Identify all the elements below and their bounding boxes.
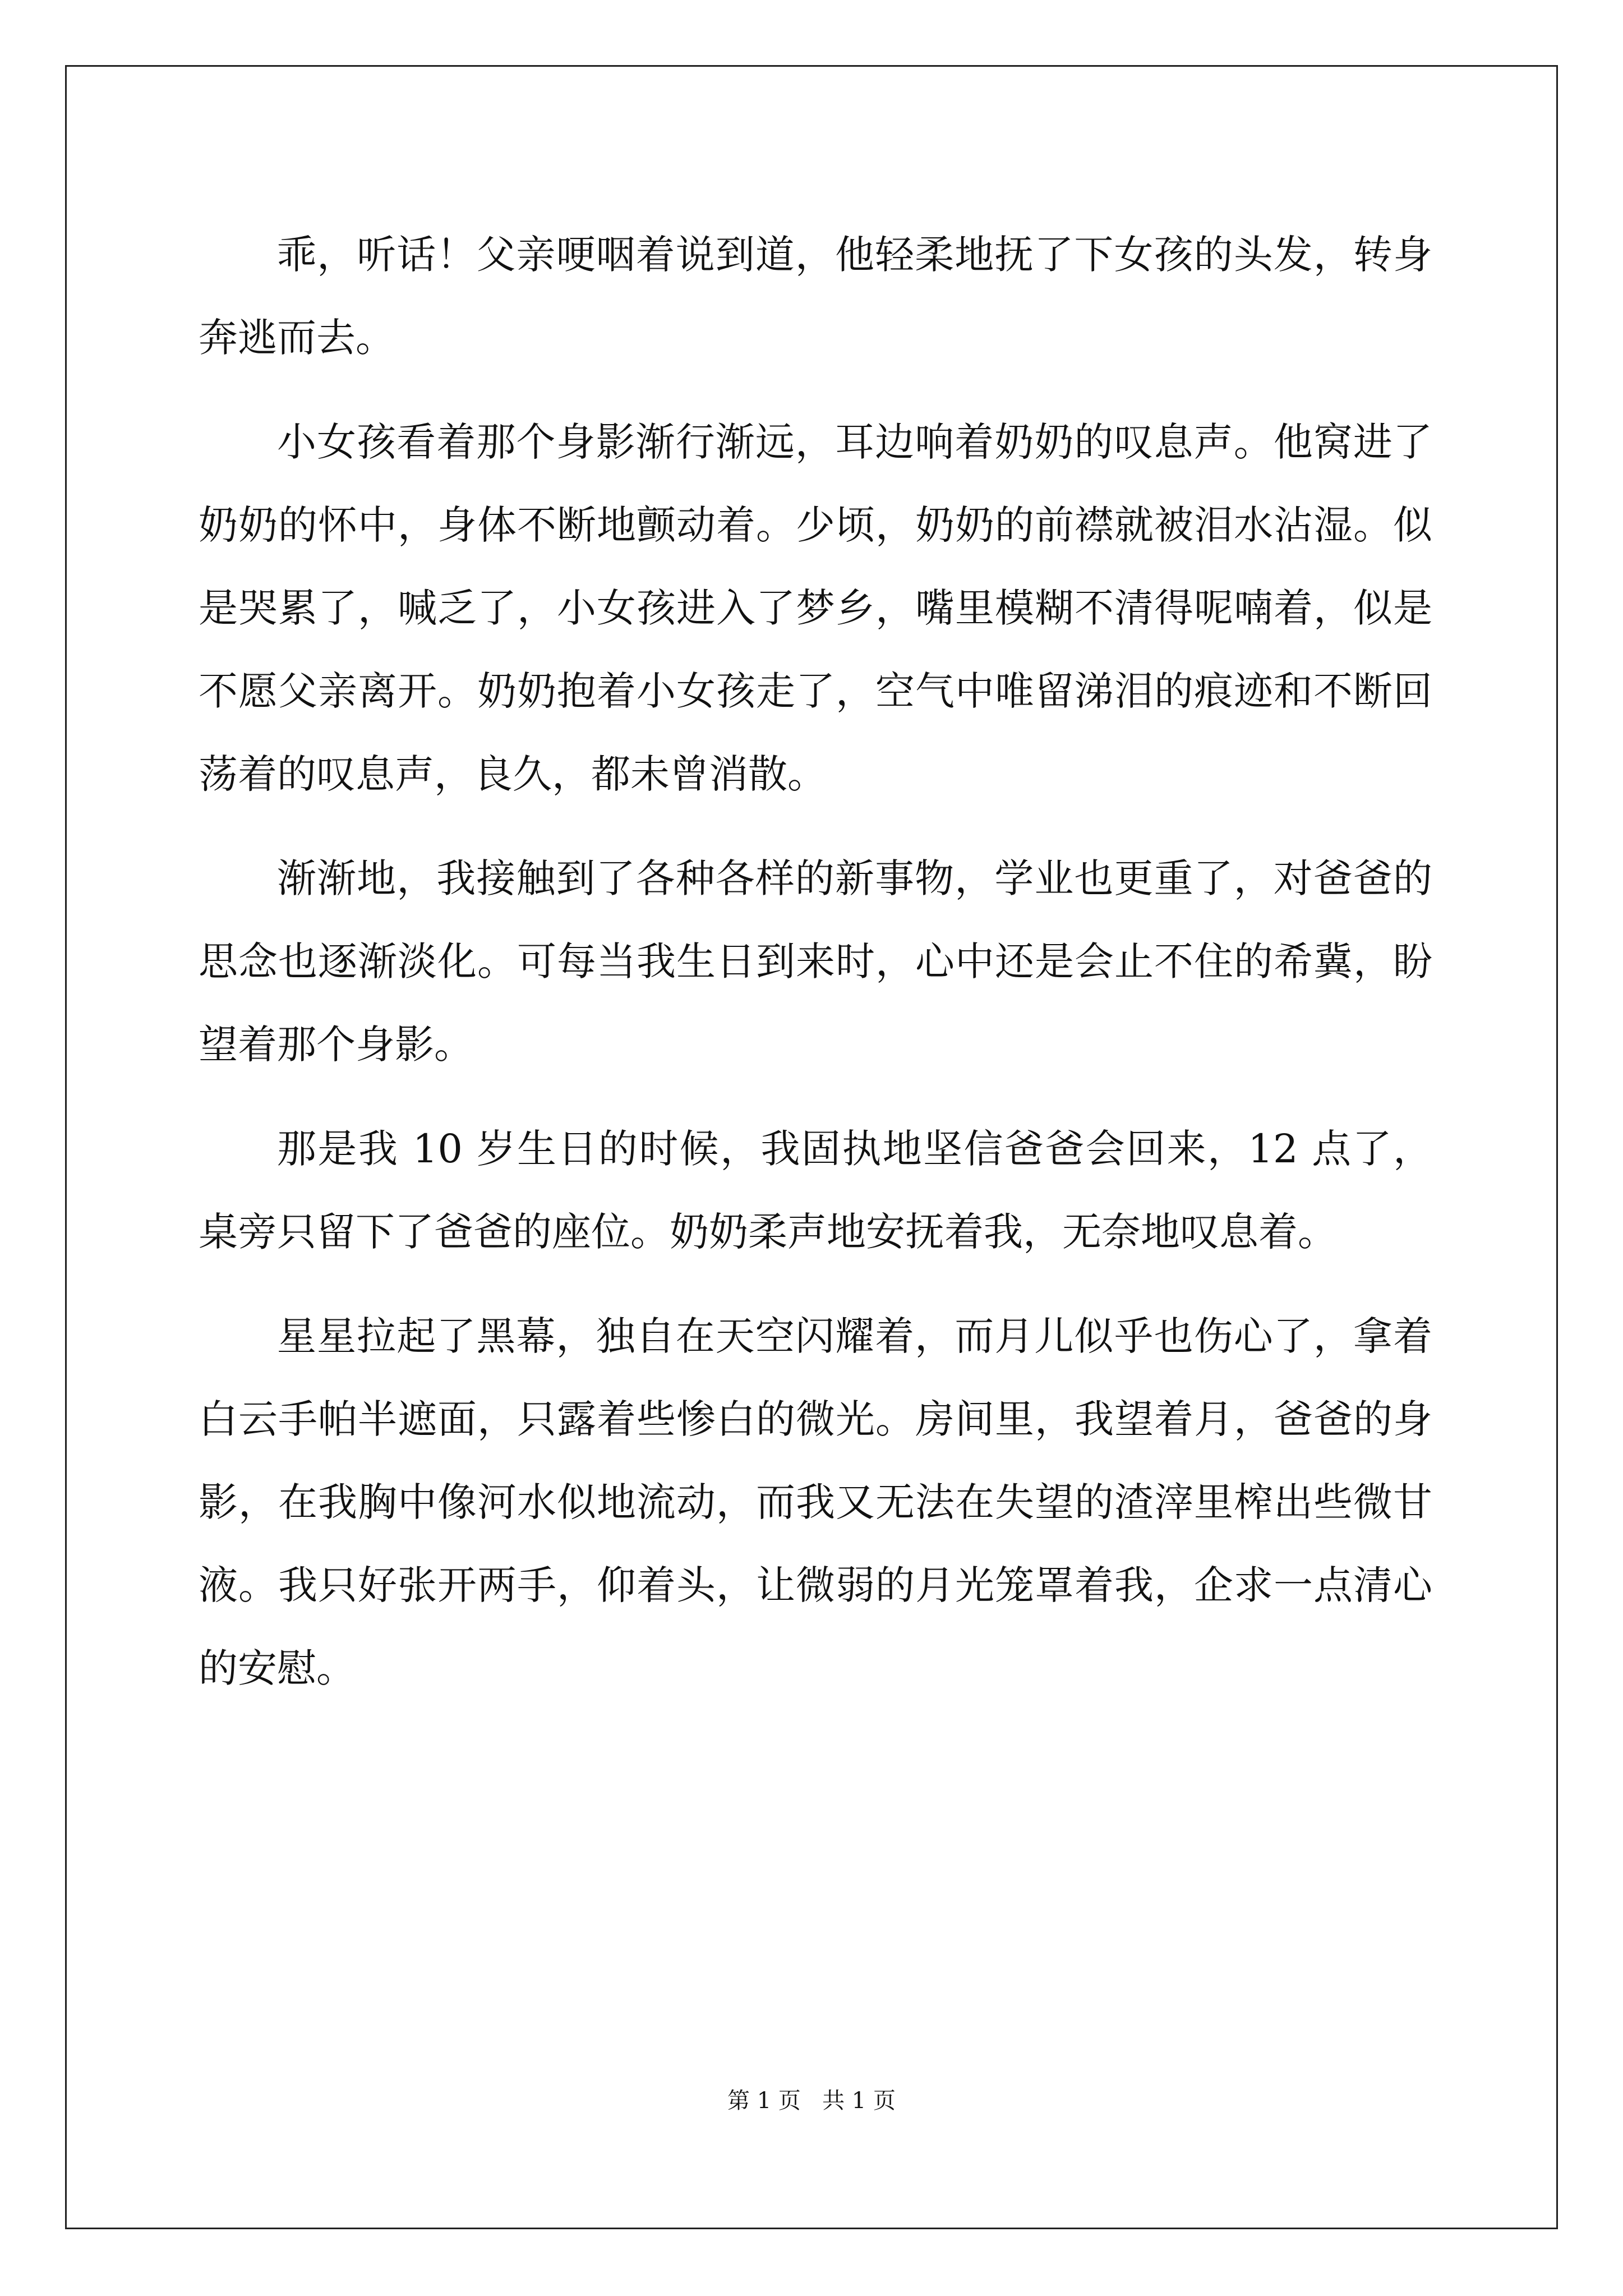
paragraph-3: 渐渐地，我接触到了各种各样的新事物，学业也更重了，对爸爸的思念也逐渐淡化。可每当我生日到来时，心中还是会止不住的希冀，盼望着那个身影。 (199, 855, 1432, 1068)
page-footer: 第 1 页 共 1 页 (727, 2088, 896, 2114)
paragraph-1: 乖，听话！父亲哽咽着说到道，他轻柔地抚了下女孩的头发，转身奔逃而去。 (199, 232, 1432, 361)
document-body (199, 213, 1432, 1731)
paragraph-5: 星星拉起了黑幕，独自在天空闪耀着，而月儿似乎也伤心了，拿着白云手帕半遮面，只露着些惨白的微光。房间里，我望着月，爸爸的身影，在我胸中像河水似地流动，而我又无法在失望的渣滓里榨出些微甘液。我只好张开两手，仰着头，让微弱的月光笼罩着我，企求一点清心的安慰。 (199, 1313, 1432, 1691)
paragraph-2: 小女孩看着那个身影渐行渐远，耳边响着奶奶的叹息声。他窝进了奶奶的怀中，身体不断地颤动着。少顷，奶奶的前襟就被泪水沾湿。似是哭累了，喊乏了，小女孩进入了梦乡，嘴里模糊不清得呢喃着，似是不愿父亲离开。奶奶抱着小女孩走了，空气中唯留涕泪的痕迹和不断回荡着的叹息声，良久，都未曾消散。 (199, 419, 1432, 797)
paragraph-4: 那是我 10 岁生日的时候，我固执地坚信爸爸会回来，12 点了，桌旁只留下了爸爸的座位。奶奶柔声地安抚着我，无奈地叹息着。 (199, 1126, 1432, 1255)
